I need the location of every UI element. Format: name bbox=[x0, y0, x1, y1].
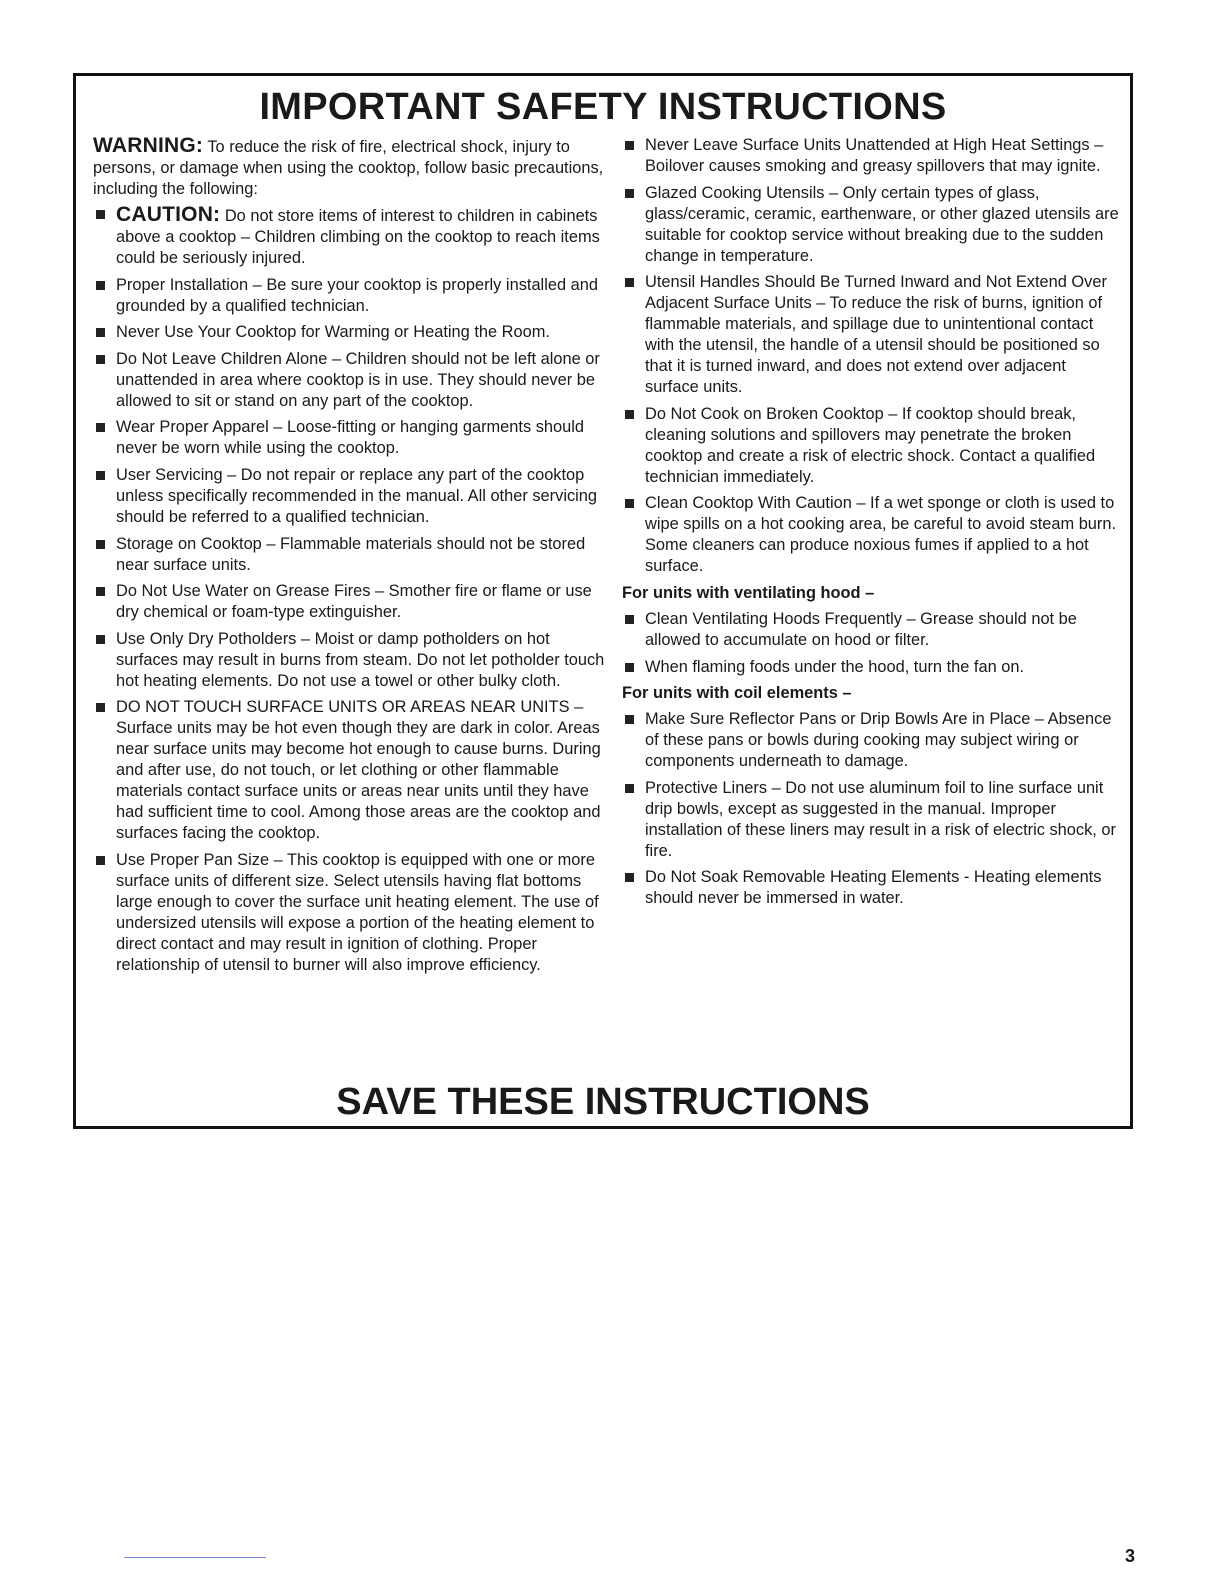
square-bullet-icon bbox=[96, 856, 105, 865]
list-item bbox=[93, 204, 608, 269]
list-item-text: Never Leave Surface Units Unattended at High Heat Settings – Boilover causes smoking and greasy spillovers that may ignite. bbox=[645, 136, 1104, 175]
list-item bbox=[622, 867, 1119, 909]
warning-paragraph bbox=[93, 135, 608, 200]
square-bullet-icon bbox=[625, 784, 634, 793]
square-bullet-icon bbox=[96, 540, 105, 549]
square-bullet-icon bbox=[96, 423, 105, 432]
list-item-text: Glazed Cooking Utensils – Only certain types of glass, glass/ceramic, ceramic, earthenware, or other glazed utensils are suitable for cooktop service without breaking due to the sudden change in temperature. bbox=[645, 183, 1119, 265]
square-bullet-icon bbox=[96, 281, 105, 290]
list-item bbox=[622, 609, 1119, 651]
list-item-text: Do Not Soak Removable Heating Elements - Heating elements should never be immersed in water. bbox=[645, 868, 1102, 908]
list-item-text: Proper Installation – Be sure your cooktop is properly installed and grounded by a qualified technician. bbox=[116, 275, 598, 315]
footer-rule bbox=[124, 1557, 266, 1558]
list-item bbox=[93, 581, 608, 623]
list-item-text: Do Not Leave Children Alone – Children should not be left alone or unattended in area where cooktop is in use. They should never be allowed to sit or stand on any part of the cooktop. bbox=[116, 349, 600, 410]
square-bullet-icon bbox=[625, 663, 634, 672]
caution-text: Do not store items of interest to children in cabinets above a cooktop – Children climbing on the cooktop to reach items could be seriously injured. bbox=[116, 207, 600, 267]
save-instructions-heading: SAVE THESE INSTRUCTIONS bbox=[336, 1081, 870, 1123]
caution-label: CAUTION: bbox=[116, 203, 221, 226]
list-item bbox=[622, 778, 1119, 862]
list-item bbox=[93, 465, 608, 528]
list-item bbox=[622, 272, 1119, 398]
list-item-text: Clean Ventilating Hoods Frequently – Grease should not be allowed to accumulate on hood or filter. bbox=[645, 609, 1077, 649]
square-bullet-icon bbox=[96, 587, 105, 596]
right-safety-list bbox=[622, 135, 1119, 577]
square-bullet-icon bbox=[96, 210, 105, 219]
list-item-text: Do Not Use Water on Grease Fires – Smother fire or flame or use dry chemical or foam-type extinguisher. bbox=[116, 582, 592, 622]
list-item-text: Utensil Handles Should Be Turned Inward and Not Extend Over Adjacent Surface Units – To reduce the risk of burns, ignition of flammable materials, and spillage due to unintentional contact with the utensil, the handle of a utensil should be positioned so that it is turned inward, and does not extend over adjacent surface units. bbox=[645, 273, 1107, 397]
list-item-text: Do Not Cook on Broken Cooktop – If cooktop should break, cleaning solutions and spillovers may penetrate the broken cooktop and create a risk of electric shock. Contact a qualified technician immediately. bbox=[645, 404, 1096, 486]
list-item bbox=[93, 534, 608, 576]
square-bullet-icon bbox=[625, 189, 634, 198]
square-bullet-icon bbox=[625, 715, 634, 724]
coil-subheading: For units with coil elements – bbox=[622, 684, 852, 703]
list-item bbox=[93, 850, 608, 976]
list-item bbox=[622, 183, 1119, 267]
list-item-text: User Servicing – Do not repair or replace any part of the cooktop unless specifically recommended in the manual. All other servicing should be referred to a qualified technician. bbox=[116, 465, 598, 526]
list-item bbox=[93, 629, 608, 692]
left-safety-list bbox=[93, 204, 608, 976]
left-column bbox=[93, 135, 608, 982]
list-item bbox=[93, 417, 608, 459]
right-column bbox=[622, 135, 1119, 915]
page-title: IMPORTANT SAFETY INSTRUCTIONS bbox=[259, 86, 947, 128]
square-bullet-icon bbox=[625, 873, 634, 882]
warning-label: WARNING: bbox=[93, 134, 204, 157]
list-item-text: DO NOT TOUCH SURFACE UNITS OR AREAS NEAR UNITS – Surface units may be hot even though they are dark in color. Areas near surface units may become hot enough to cause burns. During and after use, do not touch, or let clothing or other flammable materials contact surface units or areas near units until they have had sufficient time to cool. Among those areas are the cooktop and surfaces facing the cooktop. bbox=[116, 698, 601, 843]
list-item-text: Protective Liners – Do not use aluminum foil to line surface unit drip bowls, except as suggested in the manual. Improper installation of these liners may result in a risk of electric shock, or fire. bbox=[645, 778, 1116, 860]
square-bullet-icon bbox=[96, 328, 105, 337]
square-bullet-icon bbox=[96, 703, 105, 712]
safety-instructions-box bbox=[73, 73, 1133, 1129]
square-bullet-icon bbox=[96, 471, 105, 480]
square-bullet-icon bbox=[96, 355, 105, 364]
square-bullet-icon bbox=[625, 615, 634, 624]
list-item bbox=[622, 135, 1119, 177]
list-item bbox=[622, 709, 1119, 772]
list-item-text: Clean Cooktop With Caution – If a wet sponge or cloth is used to wipe spills on a hot cooking area, be careful to avoid steam burn. Some cleaners can produce noxious fumes if applied to a hot surface. bbox=[645, 494, 1117, 576]
list-item bbox=[93, 697, 608, 844]
list-item bbox=[93, 275, 608, 317]
list-item-text: Use Proper Pan Size – This cooktop is equipped with one or more surface units of different size. Select utensils having flat bottoms large enough to cover the surface unit heating element. The use of undersized utensils will expose a portion of the heating element to direct contact and may result in ignition of clothing. Proper relationship of utensil to burner will also improve efficiency. bbox=[116, 850, 599, 974]
list-item bbox=[622, 404, 1119, 488]
list-item bbox=[622, 657, 1119, 678]
coil-safety-list bbox=[622, 709, 1119, 909]
square-bullet-icon bbox=[96, 635, 105, 644]
list-item-text: Wear Proper Apparel – Loose-fitting or hanging garments should never be worn while using the cooktop. bbox=[116, 418, 585, 458]
list-item-text: Make Sure Reflector Pans or Drip Bowls Are in Place – Absence of these pans or bowls during cooking may subject wiring or components underneath to damage. bbox=[645, 710, 1112, 771]
list-item bbox=[93, 349, 608, 412]
square-bullet-icon bbox=[625, 141, 634, 150]
square-bullet-icon bbox=[625, 278, 634, 287]
square-bullet-icon bbox=[625, 499, 634, 508]
square-bullet-icon bbox=[625, 410, 634, 419]
list-item-text: When flaming foods under the hood, turn the fan on. bbox=[645, 657, 1025, 676]
list-item bbox=[622, 493, 1119, 577]
hood-safety-list bbox=[622, 609, 1119, 678]
list-item-text: Storage on Cooktop – Flammable materials should not be stored near surface units. bbox=[116, 534, 586, 574]
warning-text: To reduce the risk of fire, electrical shock, injury to persons, or damage when using the cooktop, follow basic precautions, including the following: bbox=[93, 138, 604, 198]
list-item bbox=[93, 322, 608, 343]
hood-subheading: For units with ventilating hood – bbox=[622, 583, 875, 602]
list-item-text: Never Use Your Cooktop for Warming or Heating the Room. bbox=[116, 323, 550, 342]
list-item-text: Use Only Dry Potholders – Moist or damp potholders on hot surfaces may result in burns from steam. Do not let potholder touch hot heating elements. Do not use a towel or other bulky cloth. bbox=[116, 629, 605, 690]
page-number: 3 bbox=[1125, 1546, 1136, 1566]
